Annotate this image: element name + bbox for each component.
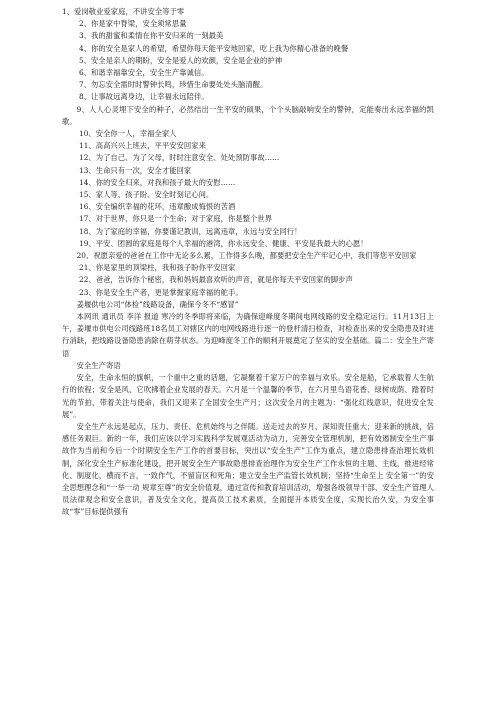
- body-paragraph: 安全，生命永恒的旗帜，一个重中之重的话题，它凝聚着千家万户的幸福与欢乐。安全是船，它承载着人生航行的依程；安全是风，它吹拂着企业发展的春天。六月是一个温馨的季节，在六月里鸟语花香、绿树成荫、踏着时光的节拍，带着关注与使命，我们又迎来了全国安全生产月；这次安全月的主题为：“强化红线意识，促进安全发展”。: [62, 373, 434, 419]
- slogan-list: [62, 6, 434, 299]
- slogan-line: 18、为了家庭的幸福，你要谨记教训，远离违章，永远与安全同行！: [79, 226, 302, 236]
- slogan-line: 9、人人心灵埋下安全的种子，必然结出一生平安的硕果，个个头脑敲响安全的警钟，定能奏出永远幸福的凯歌。: [62, 104, 434, 126]
- slogan-line: 17、对于世界，你只是一个生命；对于家庭，你是整个世界: [79, 214, 273, 224]
- slogan-line: 19、平安、团圆的家庭是每个人幸福的港湾，你永远安全、健康、平安是我最大的心愿！: [79, 238, 368, 248]
- news-title: 姜堰供电公司“体检”线路设备，确保今冬不“感冒”: [76, 299, 239, 309]
- section-heading: 安全生产寄语: [76, 360, 121, 370]
- news-body: 本网讯 通讯员 李洋 报道 寒冷的冬季即将来临，为确保迎峰度冬期间电网线路的安全稳定运行。11月13日上午，姜堰市供电公司线路班18名员工对辖区内的电网线路进行逐一的登杆清扫检查，对检查出来的安全隐患及时进行消缺，把线路设备隐患消除在萌芽状态。为迎峰度冬工作的顺利开展奠定了坚实的安全基础。篇二：安全生产寄语: [62, 312, 434, 358]
- slogan-line: 14、你的安全归来，对我和孩子最大的安慰……: [79, 177, 236, 187]
- slogan-line: 3、我的甜蜜和柔情在你平安归来的一刻最美: [79, 31, 224, 41]
- slogan-line: 2、你是家中脊梁，安全须常思量: [79, 19, 187, 29]
- document-page: [62, 6, 434, 519]
- slogan-line: 8、让事故远离身边，让幸福永远陪伴。: [79, 92, 209, 102]
- slogan-line: 11、高高兴兴上班去，平平安安回家来: [79, 141, 206, 151]
- slogan-line: 12、为了自己、为了父母，时时注意安全、处处预防事故……: [79, 153, 280, 163]
- slogan-line: 1、爱岗敬业爱家庭，不讲安全等于零: [62, 7, 185, 16]
- body-paragraph: 安全生产永远是起点，压力、责任、危机始终与之伴随。送走过去的岁月，深知责任重大；迎来新的挑战，倍感任务艰巨。新的一年，我们应该以学习实践科学发展观活动为动力，完善安全管理机制，把有效遏制安全生产事故作为当前和今后一个时期安全生产工作的首要目标，突出以“安全生产”工作为重点，建立隐患排查治理长效机制，深化安全生产标准化建设，把开展安全生产事故隐患排查治理作为安全生产工作永恒的主题、主线，推进经常化、制度化，横而不言，一致作气，不留盲区和死角；建立安全生产监管长效机制；坚持“生命至上 安全第一”的安全思想理念和“一举一动 规章至尊”的安全价值观，通过宣传和教育培训活动，增强各级领导干部、安全生产管理人员法律观念和安全意识，普及安全文化，提高员工技术素质，全面提升本质安全度，实现长治久安，为安全事故“零”目标提供强有: [62, 421, 434, 517]
- slogan-line: 16、安全编织幸福的花环，违章酿成悔恨的苦酒: [79, 202, 236, 212]
- slogan-line: 20、祝愿亲爱的爸爸在工作中无论多么累，工作得多么晚，都要把安全生产牢记心中，我们等您平安回家: [76, 251, 417, 261]
- slogan-line: 23、你是安全生产者，更是掌握家庭幸福的舵手。: [79, 287, 243, 297]
- slogan-line: 10、安全你一人，幸福全家人: [79, 129, 177, 139]
- slogan-line: 5、安全是亲人的期盼，安全是爱人的欢颜，安全是企业的护神: [79, 55, 283, 65]
- slogan-line: 13、生命只有一次，安全才能回家: [79, 165, 192, 175]
- slogan-line: 22、爸爸，告诉你个秘密，我和妈妈最喜欢听的声音，就是你每天平安回家的脚步声: [79, 275, 353, 285]
- slogan-line: 4、你的安全是家人的希望，希望你每天能平安地回家，吃上我为你精心准备的晚餐: [79, 43, 349, 53]
- slogan-line: 6、和谐幸福靠安全，安全生产靠诚信。: [79, 68, 209, 78]
- slogan-line: 15、家人等、孩子盼、安全时刻记心间。: [79, 190, 214, 200]
- slogan-line: 21、你是家里的顶梁柱，我和孩子盼你平安回家: [79, 263, 236, 273]
- slogan-line: 7、勿忘安全需时时警钟长鸣，珍惜生命要处处头脑清醒。: [79, 80, 268, 90]
